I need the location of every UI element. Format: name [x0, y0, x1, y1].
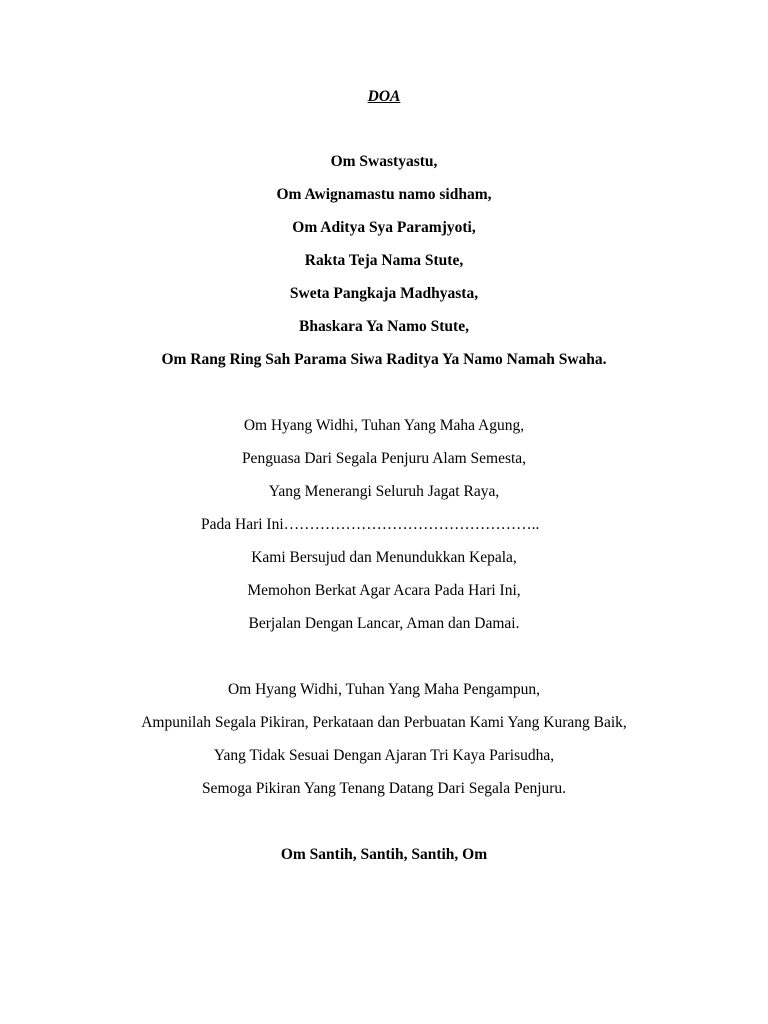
stanza-line: Penguasa Dari Segala Penjuru Alam Semesta,: [241, 450, 527, 467]
opening-line: Rakta Teja Nama Stute,: [304, 252, 464, 269]
stanza-line: Ampunilah Segala Pikiran, Perkataan dan Perbuatan Kami Yang Kurang Baik,: [141, 714, 627, 731]
stanza-line: Yang Menerangi Seluruh Jagat Raya,: [268, 483, 500, 500]
opening-line: Om Swastyastu,: [330, 153, 438, 170]
stanza-line-blank-field: Pada Hari Ini…………………………………………..: [201, 516, 540, 533]
stanza-line: Om Hyang Widhi, Tuhan Yang Maha Pengampun,: [227, 681, 541, 698]
opening-line: Om Rang Ring Sah Parama Siwa Raditya Ya Namo Namah Swaha.: [161, 351, 607, 368]
stanza-line: Kami Bersujud dan Menundukkan Kepala,: [251, 549, 517, 566]
stanza-line: Om Hyang Widhi, Tuhan Yang Maha Agung,: [243, 417, 525, 434]
stanza-line: Memohon Berkat Agar Acara Pada Hari Ini,: [247, 582, 521, 599]
stanza-line: Berjalan Dengan Lancar, Aman dan Damai.: [248, 615, 520, 632]
opening-line: Om Aditya Sya Paramjyoti,: [292, 219, 476, 236]
opening-line: Sweta Pangkaja Madhyasta,: [289, 285, 479, 302]
stanza-line: Yang Tidak Sesuai Dengan Ajaran Tri Kaya Parisudha,: [213, 747, 555, 764]
closing-mantra: Om Santih, Santih, Santih, Om: [280, 846, 488, 863]
document-title: DOA: [367, 88, 401, 105]
stanza-line: Semoga Pikiran Yang Tenang Datang Dari Segala Penjuru.: [201, 780, 567, 797]
opening-line: Om Awignamastu namo sidham,: [276, 186, 492, 203]
opening-line: Bhaskara Ya Namo Stute,: [299, 318, 469, 335]
